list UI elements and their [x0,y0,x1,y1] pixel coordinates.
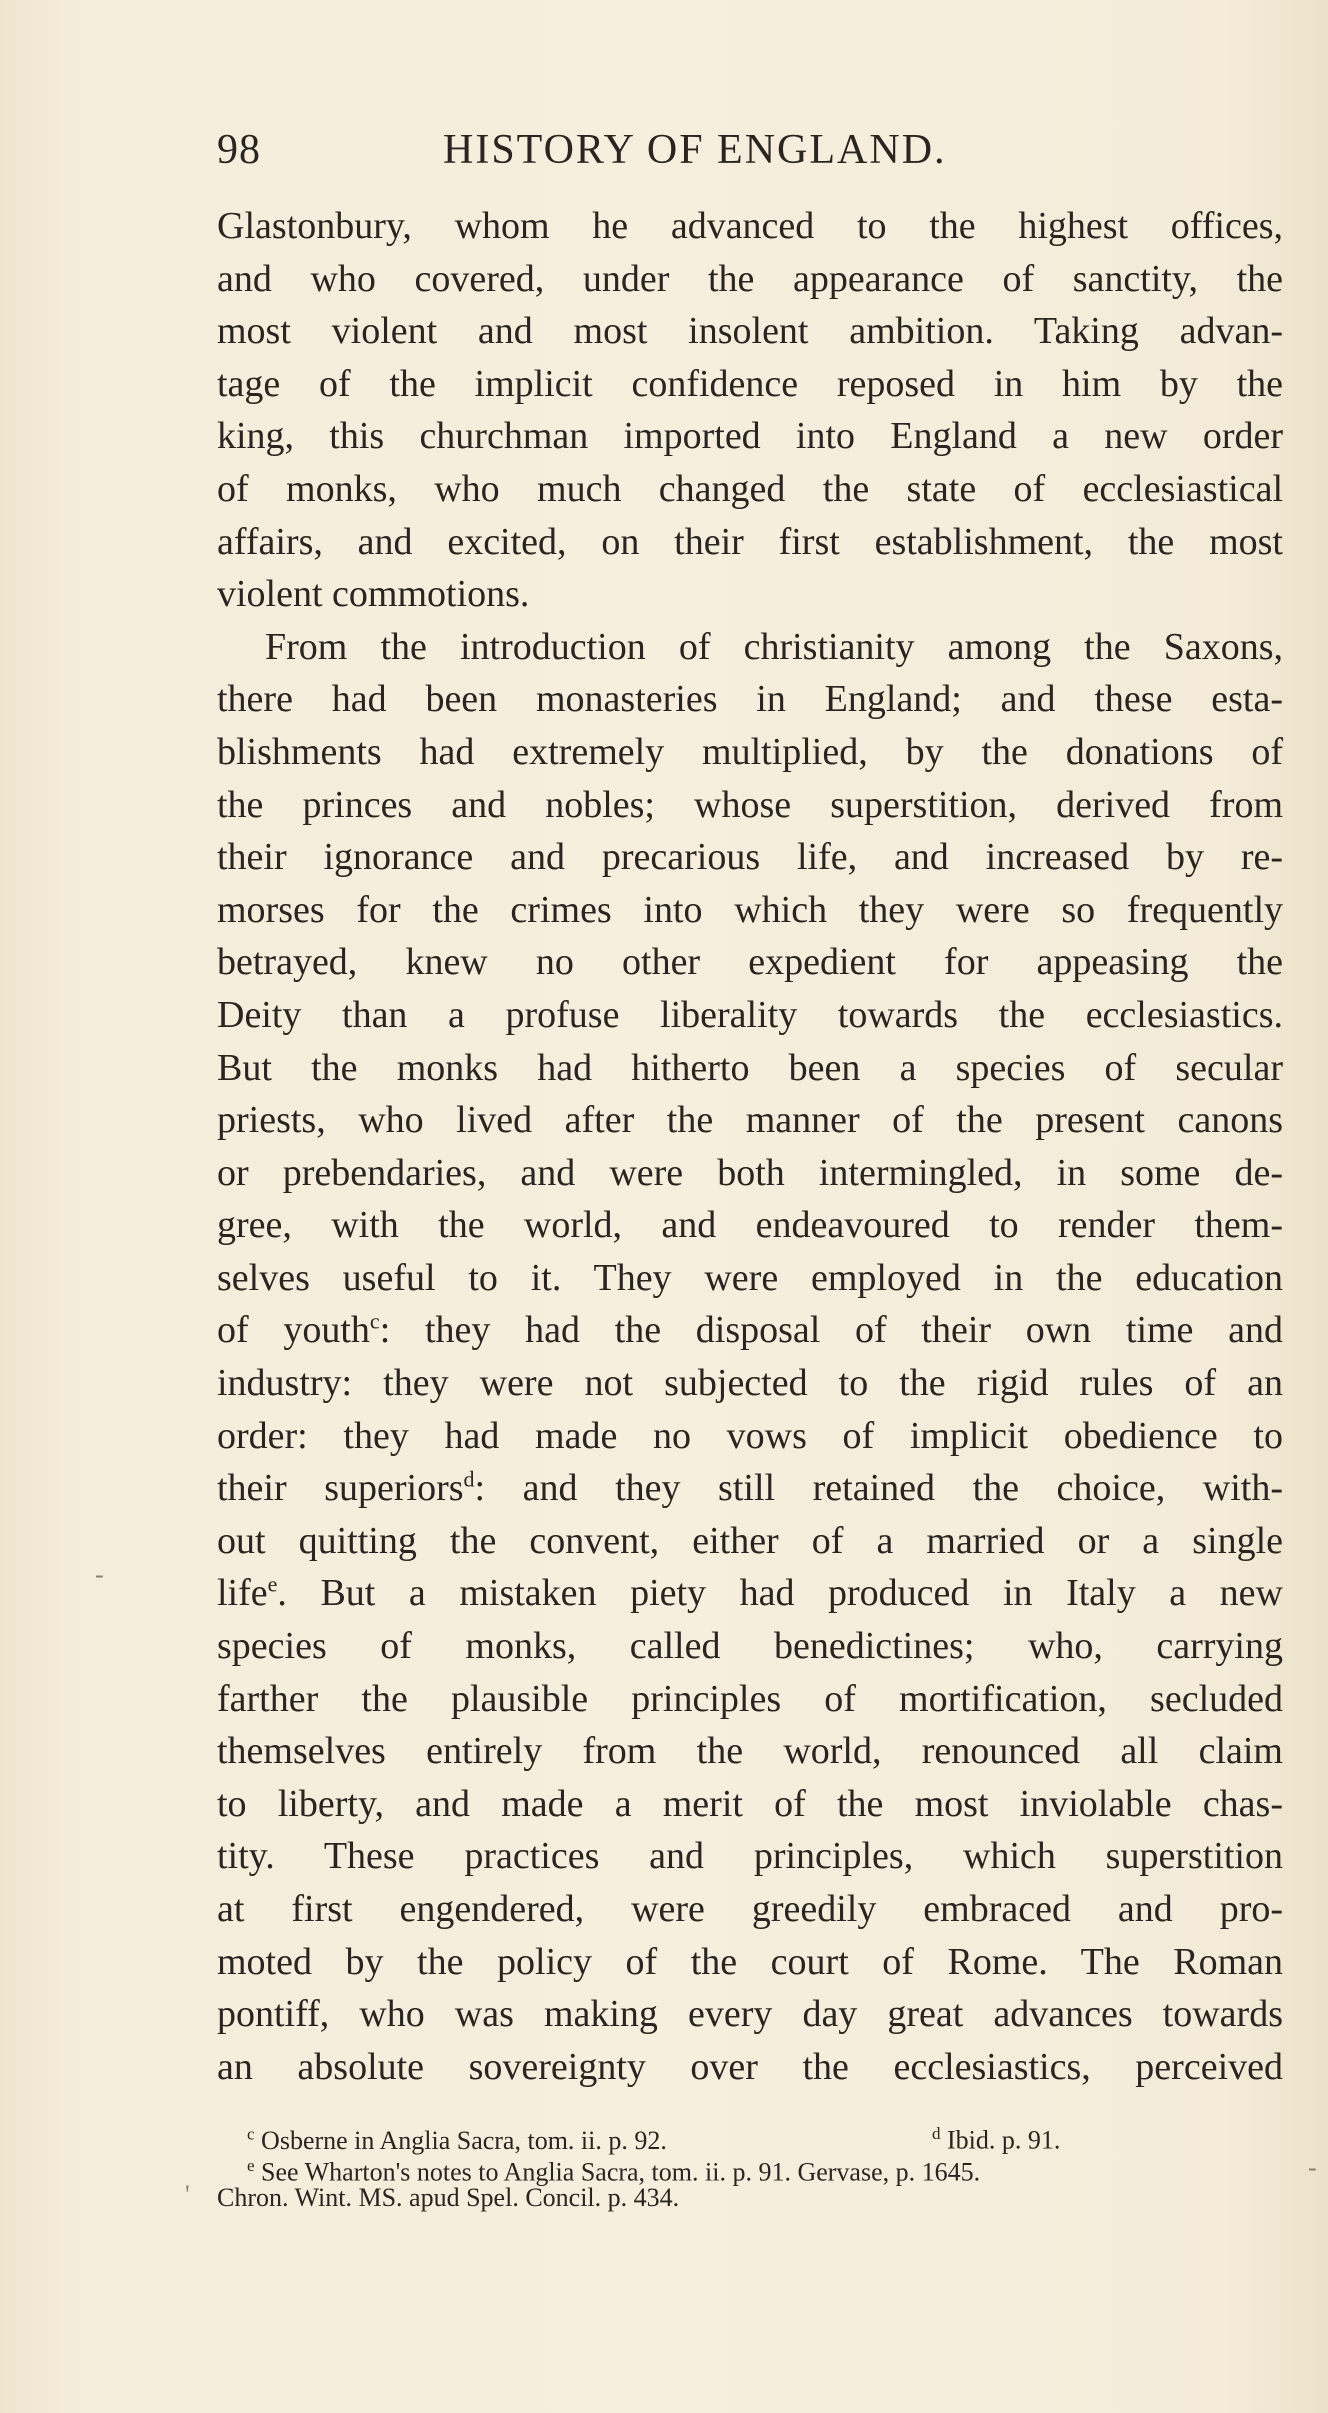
text-line: pontiff, who was making every day great advances towards [217,1993,1283,2036]
text-line: their ignorance and precarious life, and increased by re- [217,836,1283,879]
text-line: gree, with the world, and endeavoured to render them- [217,1204,1283,1247]
text-line: priests, who lived after the manner of the present canons [217,1099,1283,1142]
text-segment: of youth [217,1309,370,1352]
text-segment: : they had the disposal of their own time and [379,1309,1283,1352]
margin-dash-mark: - [1308,2153,1317,2182]
footnote-text: Ibid. p. 91. [947,2125,1061,2155]
footnote-text: Osberne in Anglia Sacra, tom. ii. p. 92. [261,2125,667,2155]
footnote-d [932,2118,1060,2157]
text-line: blishments had extremely multiplied, by the donations of [217,730,1283,773]
text-line: king, this churchman imported into England a new order [217,415,1283,458]
text-line [217,1304,1283,1357]
margin-dash-mark: - [95,1560,104,1589]
footnote-marker-d: d [932,2124,941,2143]
text-line: most violent and most insolent ambition. Taking advan- [217,310,1283,353]
footnotes [217,2118,1283,2214]
text-line: order: they had made no vows of implicit obedience to [217,1414,1283,1457]
text-line: species of monks, called benedictines; who, carrying [217,1625,1283,1668]
text-segment: their superiors [217,1467,464,1510]
text-line: themselves entirely from the world, renounced all claim [217,1730,1283,1773]
paragraph-start-line: From the introduction of christianity among the Saxons, [265,625,1283,668]
text-segment: : and they still retained the choice, with- [474,1467,1283,1510]
footnote-c [217,2118,1283,2155]
text-line: violent commotions. [217,573,530,616]
footnote-ref-d[interactable]: d [463,1466,475,1492]
margin-tick-mark: ' [185,2180,190,2209]
text-line: Glastonbury, whom he advanced to the highest offices, [217,205,1283,247]
text-line: tage of the implicit confidence reposed in him by the [217,362,1283,405]
text-segment: . But a mistaken piety had produced in Italy a new [277,1572,1283,1615]
footnote-marker-e: e [247,2156,255,2175]
text-line: there had been monasteries in England; and these esta- [217,678,1283,721]
text-segment: life [217,1572,268,1615]
page-number: 98 [217,127,261,173]
text-line: tity. These practices and principles, which superstition [217,1835,1283,1878]
running-head: HISTORY OF ENGLAND. [443,127,947,173]
text-line: the princes and nobles; whose superstition, derived from [217,783,1283,826]
page-header [217,120,1277,190]
text-line [217,1462,1283,1515]
text-line: or prebendaries, and were both intermingled, in some de- [217,1151,1283,1194]
footnote-ref-e[interactable]: e [267,1571,278,1597]
text-line: at first engendered, were greedily embraced and pro- [217,1888,1283,1930]
text-line [217,1567,1283,1620]
text-line: farther the plausible principles of mortification, secluded [217,1677,1283,1720]
text-line: of monks, who much changed the state of ecclesiastical [217,467,1283,510]
text-line: an absolute sovereignty over the ecclesiastics, perceived [217,2045,1283,2088]
text-line: moted by the policy of the court of Rome. The Roman [217,1940,1283,1983]
footnote-ref-c[interactable]: c [369,1308,380,1334]
footnote-marker-c: c [247,2124,255,2143]
text-line: selves useful to it. They were employed in the education [217,1256,1283,1299]
footnote-e-continued: Chron. Wint. MS. apud Spel. Concil. p. 434. [217,2183,680,2212]
text-line: out quitting the convent, either of a married or a single [217,1519,1283,1562]
text-line: to liberty, and made a merit of the most inviolable chas- [217,1782,1283,1825]
text-line: But the monks had hitherto been a species of secular [217,1046,1283,1089]
text-line: industry: they were not subjected to the rigid rules of an [217,1362,1283,1405]
footnote-text: See Wharton's notes to Anglia Sacra, tom. ii. p. 91. Gervase, p. 1645. [261,2157,981,2187]
text-line: and who covered, under the appearance of sanctity, the [217,257,1283,300]
text-line: Deity than a profuse liberality towards the ecclesiastics. [217,993,1283,1036]
text-line: morses for the crimes into which they were so frequently [217,888,1283,931]
text-line: affairs, and excited, on their first establishment, the most [217,520,1283,563]
text-line: betrayed, knew no other expedient for appeasing the [217,941,1283,984]
main-text [217,200,1283,2093]
